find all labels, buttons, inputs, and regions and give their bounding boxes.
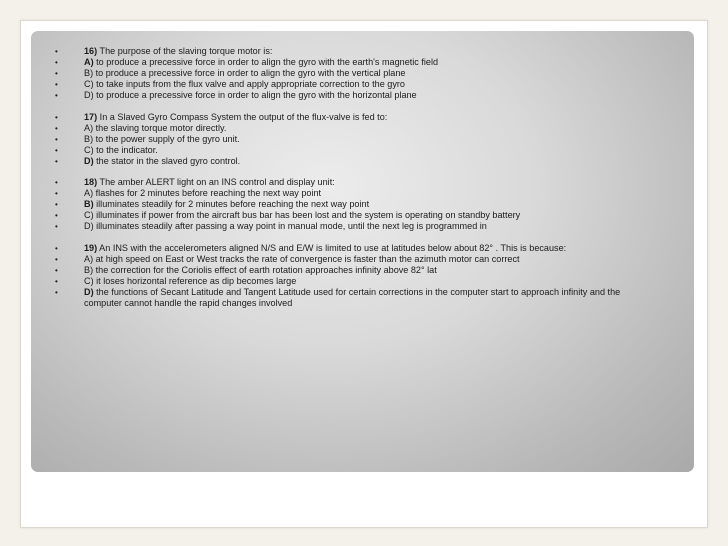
line-text: In a Slaved Gyro Compass System the output of the flux-valve is fed to: [97, 111, 388, 122]
line-label: 16) [84, 46, 98, 56]
bullet-icon: • [55, 287, 58, 297]
bullet-line [55, 156, 683, 167]
line-text: A) at high speed on East or West tracks the rate of convergence is faster than the azimuth motor can correct [84, 253, 520, 264]
line-text: The amber ALERT light on an INS control and display unit: [97, 177, 335, 187]
line-label: B) [84, 199, 94, 209]
question-block-4 [55, 243, 683, 309]
line-text: illuminates steadily for 2 minutes before reaching the next way point [93, 199, 370, 209]
bullet-line [55, 210, 683, 221]
bullet-icon: • [55, 156, 58, 166]
bullet-icon: • [55, 80, 58, 89]
bullet-line [55, 254, 683, 265]
line-label: 19) [84, 242, 98, 253]
line-text: C) to the indicator. [84, 144, 158, 155]
line-text: B) to the power supply of the gyro unit. [84, 133, 240, 144]
bullet-icon: • [55, 200, 58, 209]
bullet-icon: • [55, 222, 58, 231]
bullet-icon: • [55, 254, 58, 264]
bullet-line [55, 199, 683, 210]
line-label: A) [84, 57, 94, 67]
bullet-line [55, 276, 683, 287]
question-block-1 [55, 46, 683, 101]
line-label: D) [84, 286, 94, 297]
line-text: C) illuminates if power from the aircraft bus bar has been lost and the system is operating on standby battery [84, 210, 521, 220]
bullet-icon: • [55, 265, 58, 275]
bullet-line [55, 243, 683, 254]
line-text: A) flashes for 2 minutes before reaching the next way point [84, 188, 322, 198]
bullet-icon: • [55, 178, 58, 187]
bullet-line [55, 123, 683, 134]
bullet-icon: • [55, 47, 58, 56]
question-block-2 [55, 112, 683, 167]
bullet-icon: • [55, 112, 58, 122]
bullet-line [55, 112, 683, 123]
line-text: to produce a precessive force in order to align the gyro with the earth's magnetic field [93, 57, 439, 67]
line-text: C) it loses horizontal reference as dip becomes large [84, 275, 297, 286]
bullet-line [55, 57, 683, 68]
line-text-continuation: computer cannot handle the rapid changes involved [84, 297, 293, 308]
line-text: B) the correction for the Coriolis effect of earth rotation approaches infinity above 82° lat [84, 264, 437, 275]
bullet-icon: • [55, 243, 58, 253]
line-text: B) to produce a precessive force in order to align the gyro with the vertical plane [84, 68, 406, 78]
line-text: The purpose of the slaving torque motor is: [97, 46, 273, 56]
line-text: D) illuminates steadily after passing a way point in manual mode, until the next leg is programmed in [84, 221, 487, 231]
bullet-line [55, 145, 683, 156]
question-list [55, 46, 683, 319]
bullet-line [55, 188, 683, 199]
bullet-icon: • [55, 69, 58, 78]
bullet-line [55, 68, 683, 79]
bullet-line [55, 177, 683, 188]
bullet-line [55, 134, 683, 145]
bullet-line [55, 265, 683, 276]
bullet-icon: • [55, 91, 58, 100]
bullet-line [55, 90, 683, 101]
question-block-3 [55, 177, 683, 232]
line-label: 17) [84, 111, 98, 122]
bullet-icon: • [55, 134, 58, 144]
line-text: D) to produce a precessive force in order to align the gyro with the horizontal plane [84, 90, 417, 100]
line-text: the functions of Secant Latitude and Tangent Latitude used for certain corrections in the computer start to approach infinity and the [93, 286, 621, 297]
line-text: the stator in the slaved gyro control. [93, 155, 241, 166]
bullet-icon: • [55, 123, 58, 133]
bullet-line [55, 287, 683, 298]
line-label: 18) [84, 177, 98, 187]
bullet-icon: • [55, 145, 58, 155]
bullet-icon: • [55, 211, 58, 220]
bullet-icon: • [55, 58, 58, 67]
line-label: D) [84, 155, 94, 166]
line-text: A) the slaving torque motor directly. [84, 122, 227, 133]
bullet-icon: • [55, 276, 58, 286]
bullet-line [55, 79, 683, 90]
line-text: C) to take inputs from the flux valve and apply appropriate correction to the gyro [84, 79, 405, 89]
bullet-line [55, 221, 683, 232]
line-text: An INS with the accelerometers aligned N/S and E/W is limited to use at latitudes below about 82° . This is because: [97, 242, 567, 253]
bullet-icon: • [55, 189, 58, 198]
bullet-line [55, 46, 683, 57]
